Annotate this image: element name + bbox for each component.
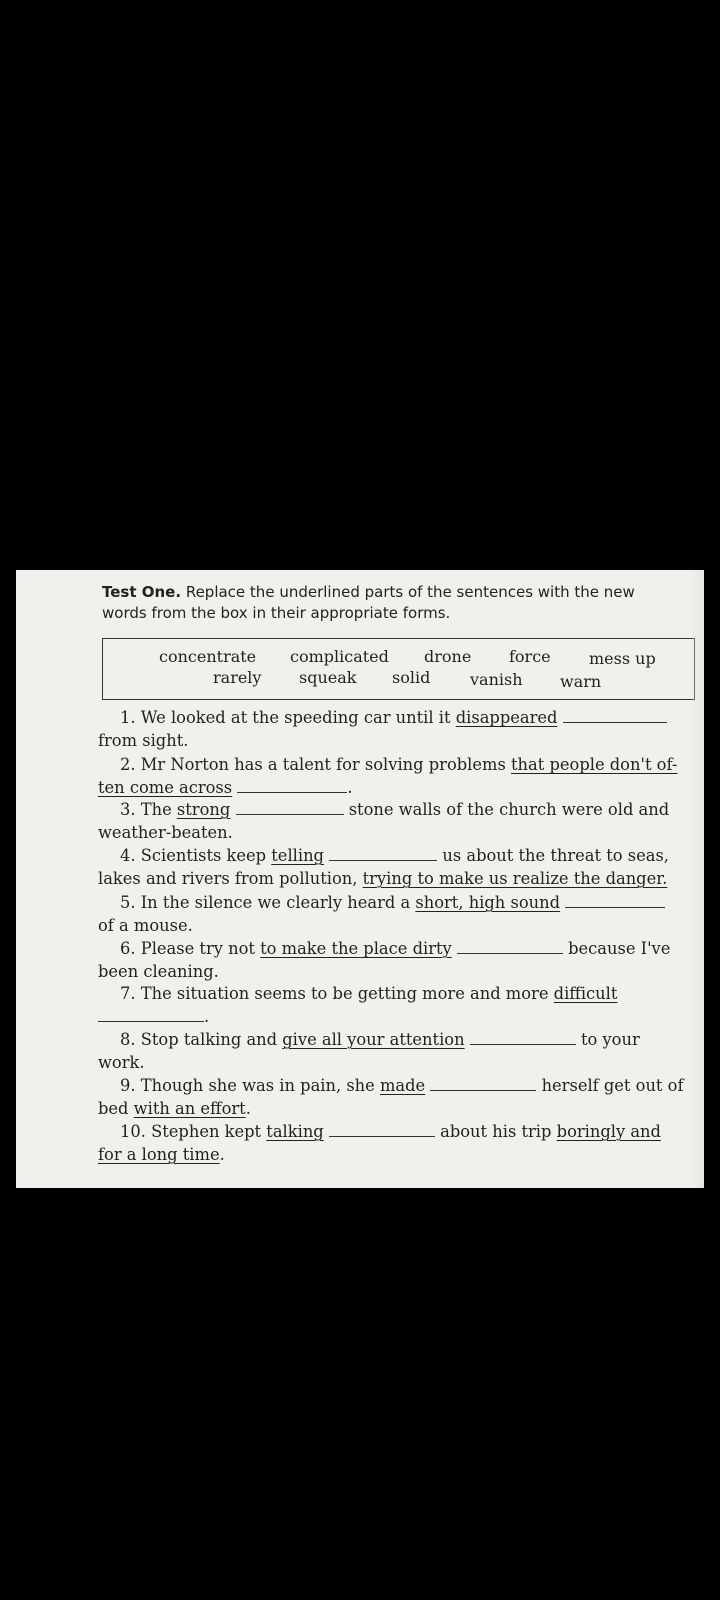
- sentence-9: 9. Though she was in pain, she made herself get out of bed with an effort.: [98, 1076, 684, 1118]
- sentence-4: 4. Scientists keep telling us about the threat to seas, lakes and rivers from pollution, trying to make us realize the danger.: [98, 846, 669, 888]
- sentence-1: 1. We looked at the speeding car until it disappeared from sight.: [98, 706, 704, 752]
- word-mess-up: mess up: [589, 649, 656, 668]
- word-rarely: rarely: [213, 668, 262, 687]
- underlined-phrase: to make the place dirty: [260, 939, 452, 958]
- answer-blank[interactable]: [563, 708, 667, 723]
- answer-blank[interactable]: [470, 1030, 576, 1045]
- underlined-phrase: difficult: [553, 984, 618, 1003]
- word-drone: drone: [424, 647, 472, 666]
- exercise-title: Test One.: [102, 583, 182, 601]
- instruction-line-1: Replace the underlined parts of the sentences with the new: [185, 583, 635, 601]
- book-page-photo: [16, 570, 704, 1188]
- sentence-2: 2. Mr Norton has a talent for solving problems that people don't of- ten come across .: [98, 755, 678, 797]
- sentence-5: 5. In the silence we clearly heard a short, high sound of a mouse.: [98, 891, 704, 937]
- underlined-phrase: for a long time: [98, 1145, 220, 1164]
- word-concentrate: concentrate: [159, 647, 257, 666]
- underlined-phrase: give all your attention: [282, 1030, 465, 1049]
- word-box: [102, 638, 695, 700]
- answer-blank[interactable]: [237, 778, 347, 793]
- word-squeak: squeak: [299, 668, 357, 687]
- answer-blank[interactable]: [430, 1076, 536, 1091]
- underlined-phrase: disappeared: [455, 708, 558, 727]
- word-vanish: vanish: [470, 670, 523, 689]
- page-edge-shadow: [690, 570, 704, 1188]
- underlined-phrase: talking: [266, 1122, 324, 1141]
- sentence-8: 8. Stop talking and give all your attention to your work.: [98, 1030, 640, 1072]
- word-complicated: complicated: [290, 647, 389, 666]
- underlined-phrase: telling: [271, 846, 324, 865]
- exercise-header: [102, 582, 704, 624]
- sentence-10: 10. Stephen kept talking about his trip boringly and for a long time.: [98, 1122, 661, 1164]
- answer-blank[interactable]: [98, 1007, 204, 1022]
- answer-blank[interactable]: [236, 800, 344, 815]
- answer-blank[interactable]: [565, 893, 665, 908]
- underlined-phrase: ten come across: [98, 778, 233, 797]
- underlined-phrase: strong: [176, 800, 231, 819]
- underlined-phrase: trying to make us realize the danger.: [362, 869, 668, 888]
- word-force: force: [509, 647, 551, 666]
- sentence-7: 7. The situation seems to be getting more and more difficult .: [98, 982, 704, 1028]
- instruction-line-2: words from the box in their appropriate forms.: [102, 604, 451, 622]
- sentence-3: 3. The strong stone walls of the church were old and weather-beaten.: [98, 800, 670, 842]
- underlined-phrase: short, high sound: [415, 893, 561, 912]
- word-warn: warn: [560, 672, 602, 691]
- underlined-phrase: boringly and: [556, 1122, 661, 1141]
- underlined-phrase: that people don't of-: [511, 755, 678, 774]
- underlined-phrase: made: [379, 1076, 426, 1095]
- underlined-phrase: with an effort: [133, 1099, 246, 1118]
- word-solid: solid: [392, 668, 431, 687]
- sentence-6: 6. Please try not to make the place dirty because I've been cleaning.: [98, 939, 671, 981]
- answer-blank[interactable]: [329, 1122, 435, 1137]
- answer-blank[interactable]: [457, 939, 563, 954]
- answer-blank[interactable]: [329, 846, 437, 861]
